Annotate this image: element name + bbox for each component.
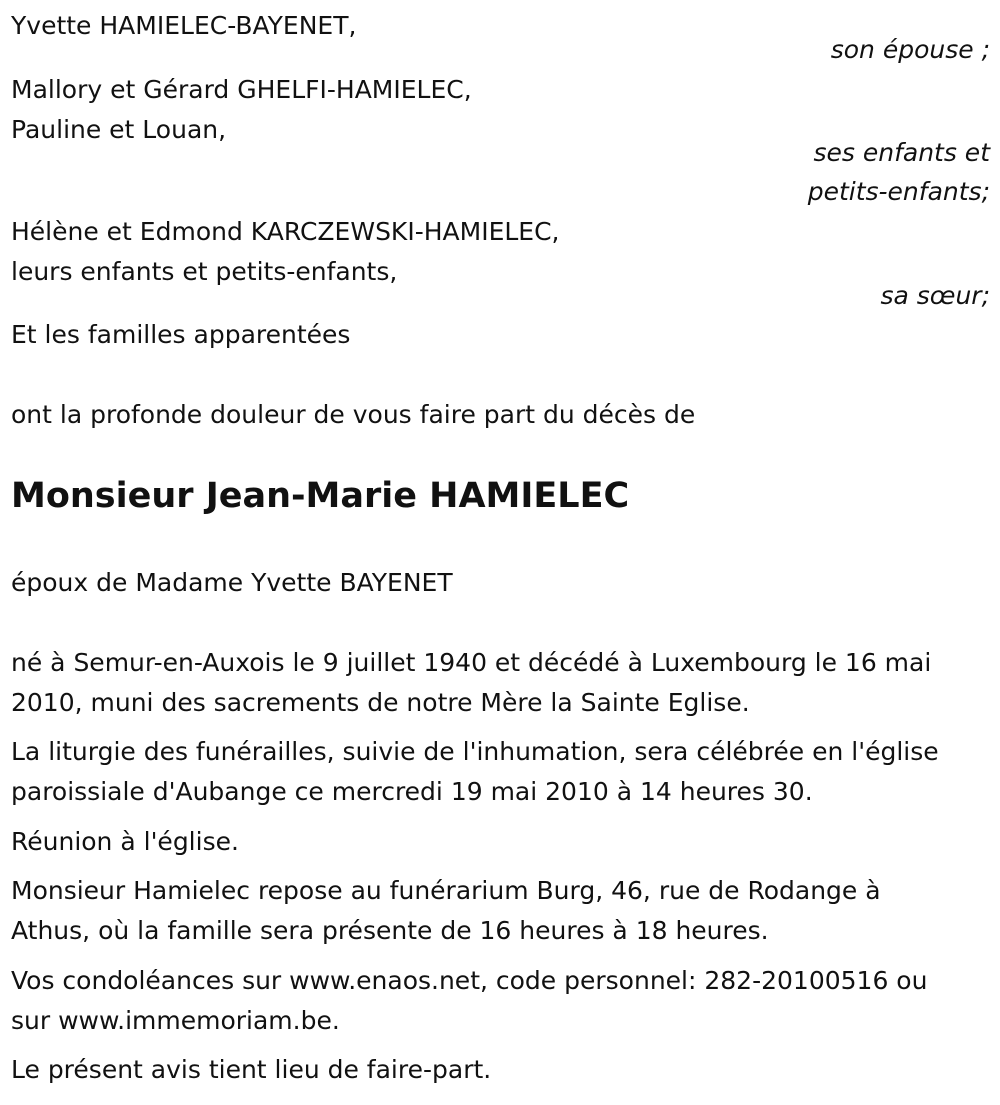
sister-role: sa sœur;	[880, 281, 990, 310]
condolences-line-1: Vos condoléances sur www.enaos.net, code personnel: 282-20100516 ou	[11, 966, 928, 995]
funeral-line-1: La liturgie des funérailles, suivie de l'inhumation, sera célébrée en l'église	[11, 737, 939, 766]
spouse-of-line: époux de Madame Yvette BAYENET	[11, 568, 453, 597]
birth-death-line-2: 2010, muni des sacrements de notre Mère la Sainte Eglise.	[11, 688, 750, 717]
children-role-line-1: ses enfants et	[813, 138, 990, 167]
children-line-2: Pauline et Louan,	[11, 115, 227, 144]
rest-line-2: Athus, où la famille sera présente de 16 heures à 18 heures.	[11, 916, 769, 945]
funeral-line-2: paroissiale d'Aubange ce mercredi 19 mai 2010 à 14 heures 30.	[11, 777, 813, 806]
meeting-line: Réunion à l'église.	[11, 827, 239, 856]
relatives-line: Et les familles apparentées	[11, 320, 351, 349]
sister-line-2: leurs enfants et petits-enfants,	[11, 257, 398, 286]
announcement-line: ont la profonde douleur de vous faire part du décès de	[11, 400, 696, 429]
notice-line: Le présent avis tient lieu de faire-part.	[11, 1055, 492, 1084]
sister-line-1: Hélène et Edmond KARCZEWSKI-HAMIELEC,	[11, 217, 560, 246]
spouse-role: son épouse ;	[830, 35, 990, 64]
spouse-name: Yvette HAMIELEC-BAYENET,	[11, 11, 357, 40]
deceased-name: Monsieur Jean-Marie HAMIELEC	[11, 476, 630, 516]
birth-death-line-1: né à Semur-en-Auxois le 9 juillet 1940 et décédé à Luxembourg le 16 mai	[11, 648, 932, 677]
condolences-line-2: sur www.immemoriam.be.	[11, 1006, 340, 1035]
children-line-1: Mallory et Gérard GHELFI-HAMIELEC,	[11, 75, 472, 104]
rest-line-1: Monsieur Hamielec repose au funérarium Burg, 46, rue de Rodange à	[11, 876, 881, 905]
children-role-line-2: petits-enfants;	[807, 177, 990, 206]
